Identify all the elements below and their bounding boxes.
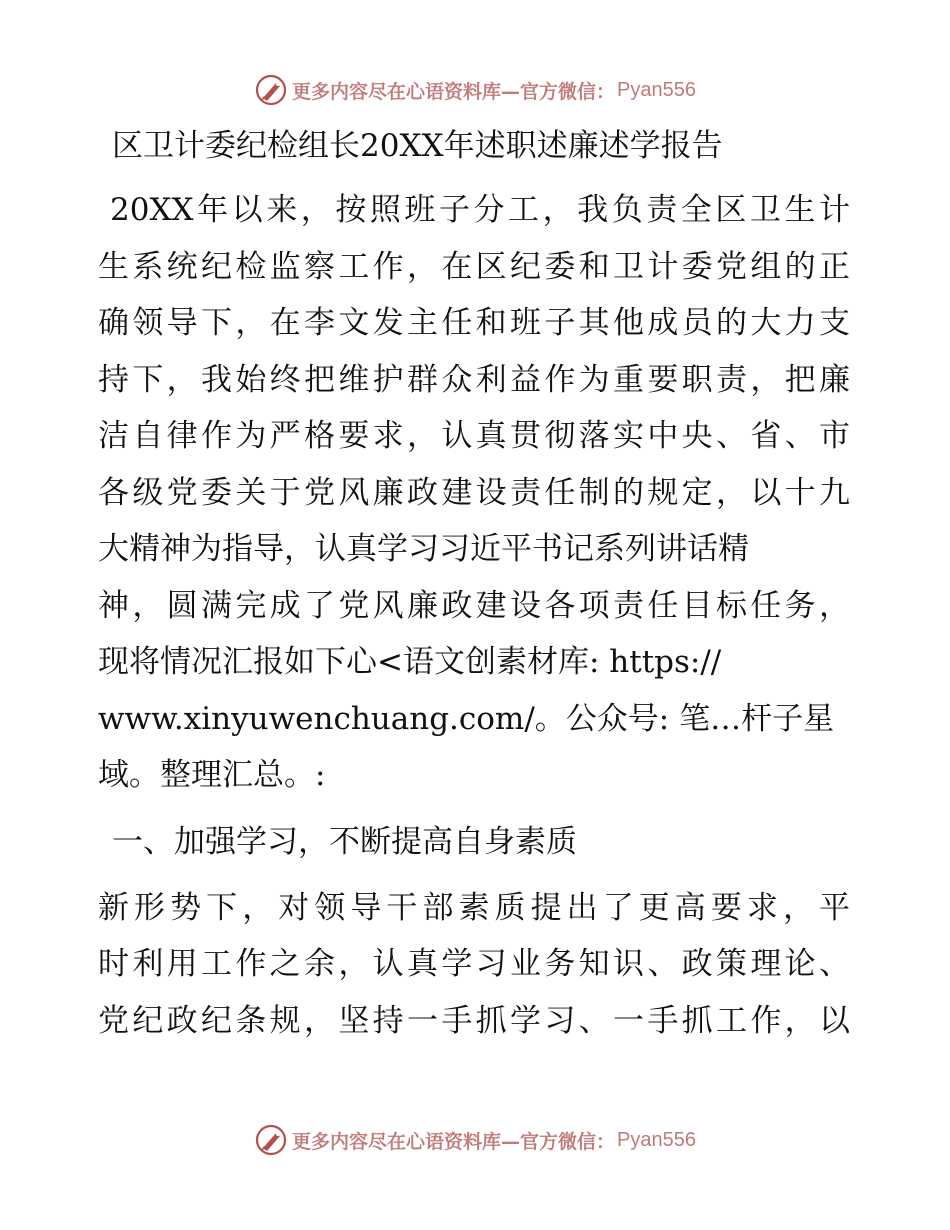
text-line: 域。整理汇总。:	[98, 757, 326, 793]
text-line: 持下，我始终把维护群众利益作为重要职责，把廉	[98, 361, 850, 398]
banner-slogan: 更多内容尽在心语资料库—官方微信：	[292, 80, 616, 103]
text-line: www.xinyuwenchuang.com/。公众号: 笔…杆子星	[98, 700, 835, 737]
text-line: 神，圆满完成了党风廉政建设各项责任目标任务，	[98, 587, 850, 624]
footer-banner	[0, 1120, 950, 1160]
document-title: 区卫计委纪检组长20XX年述职述廉述学报告	[112, 128, 723, 164]
wechat-id: Pyan556	[617, 1128, 696, 1151]
text-line: 20XX年以来，按照班子分工，我负责全区卫生计	[110, 192, 850, 228]
header-banner	[0, 70, 950, 110]
text-line: 洁自律作为严格要求，认真贯彻落实中央、省、市	[98, 418, 850, 454]
banner-slogan: 更多内容尽在心语资料库—官方微信：	[292, 1130, 616, 1153]
text-line: 大精神为指导，认真学习习近平书记系列讲话精	[98, 531, 749, 567]
document-body	[98, 118, 850, 1049]
text-line: 党纪政纪条规，坚持一手抓学习、一手抓工作，以	[98, 1002, 850, 1039]
text-line: 现将情况汇报如下心<语文创素材库: https://	[98, 644, 722, 680]
wechat-id: Pyan556	[617, 78, 696, 101]
text-line: 确领导下，在李文发主任和班子其他成员的大力支	[98, 305, 850, 341]
paragraph-study	[98, 880, 850, 1050]
text-line: 生系统纪检监察工作，在区纪委和卫计委党组的正	[98, 248, 850, 285]
pen-nib-logo-icon	[254, 1123, 288, 1157]
text-line: 新形势下，对领导干部素质提出了更高要求，平	[98, 889, 850, 926]
section-heading: 一、加强学习，不断提高自身素质	[112, 823, 577, 860]
paragraph-intro	[98, 182, 850, 804]
text-line: 各级党委关于党风廉政建设责任制的规定，以十九	[98, 474, 850, 511]
pen-nib-logo-icon	[254, 73, 288, 107]
text-line: 时利用工作之余，认真学习业务知识、政策理论、	[98, 946, 850, 982]
